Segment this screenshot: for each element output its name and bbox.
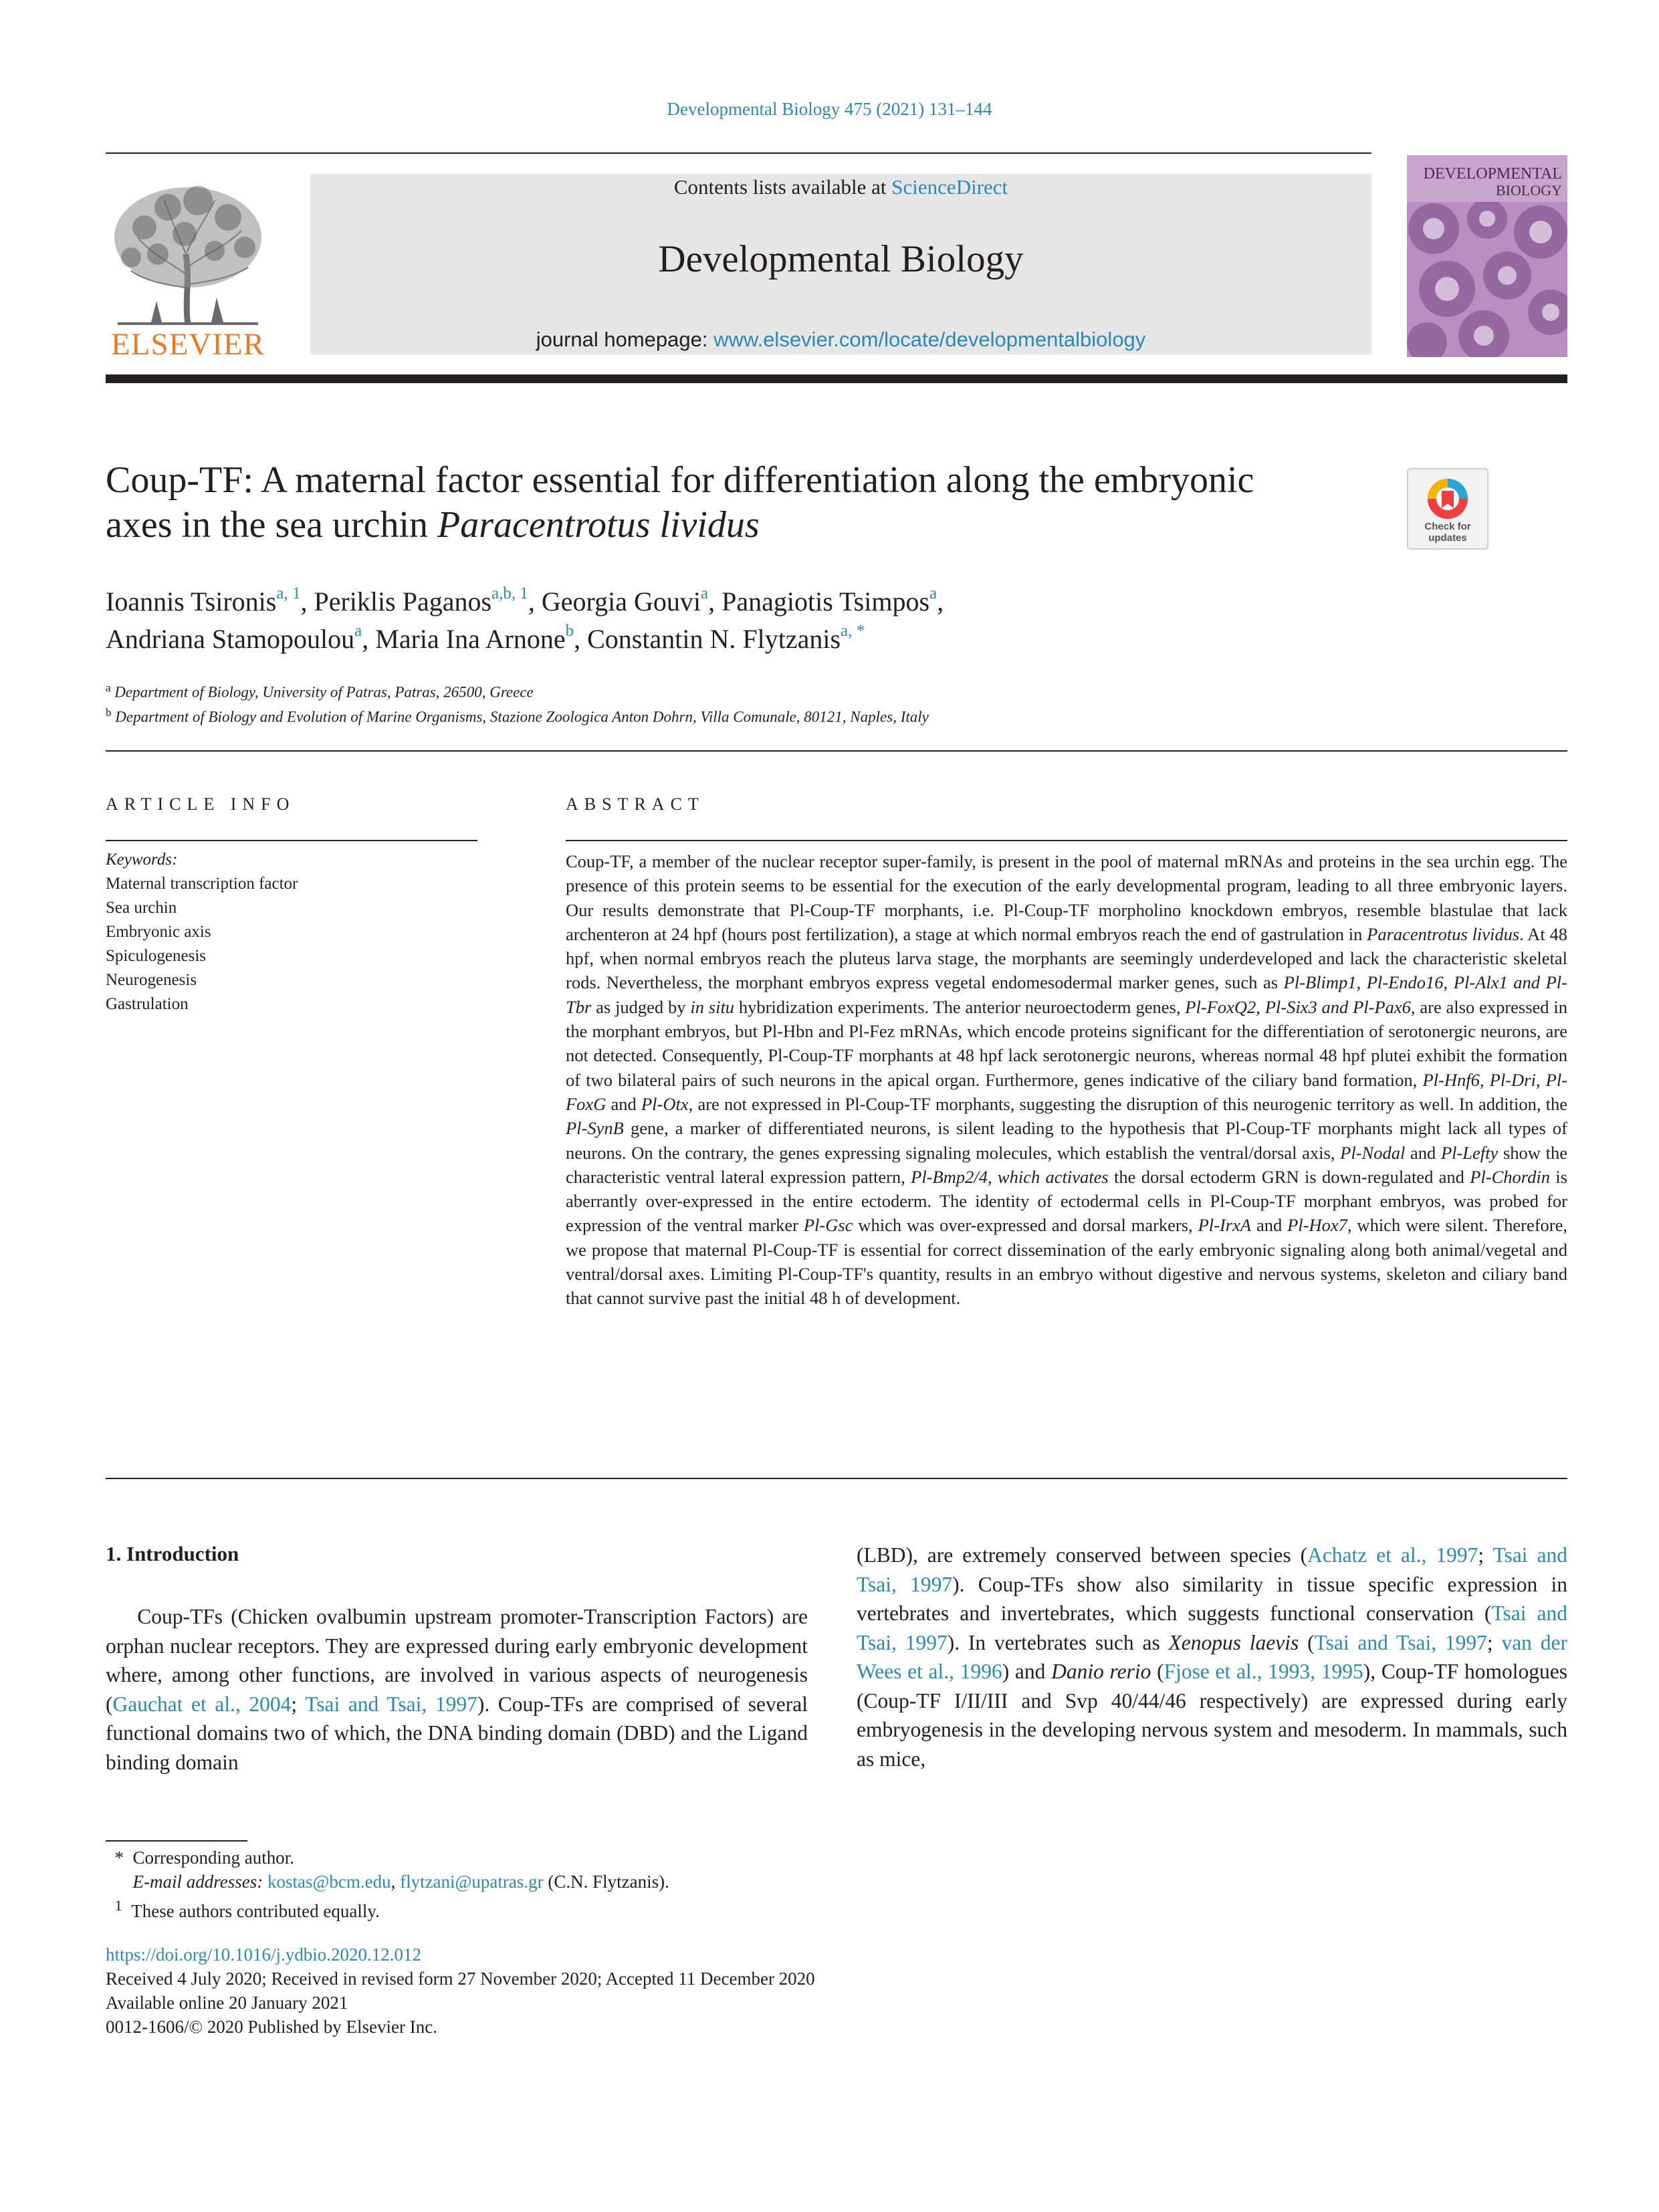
- affiliation-rule: [106, 750, 1567, 752]
- copyright: 0012-1606/© 2020 Published by Elsevier Inc.: [106, 2017, 437, 2037]
- footnote-text: These authors contributed equally.: [131, 1901, 380, 1921]
- abstract-text: are also expressed in the morphant embryos, but Pl-Hbn and Pl-Fez mRNAs, which encode proteins significant for the differentiation of serotonergic neurons, are not detected. Consequently, Pl-Coup-TF morphants at 48 hpf lack serotonergic neurons, whereas normal 48 hpf plutei exhibit the formation of two bilateral pairs of such neurons in the apical organ. Furthermore, genes indicative of the ciliary band formation,: [566, 996, 1567, 1090]
- available-online: Available online 20 January 2021: [106, 1993, 348, 2013]
- abstract-rule: [566, 840, 1567, 841]
- contents-prefix: Contents lists available at: [673, 175, 892, 199]
- footnote-rule: [106, 1840, 247, 1842]
- cover-title-line2: BIOLOGY: [1496, 182, 1562, 199]
- body-text: ;: [291, 1692, 306, 1716]
- author[interactable]: Andriana Stamopoulou: [106, 624, 355, 654]
- body-text: ). In vertebrates such as: [947, 1630, 1169, 1654]
- author[interactable]: Panagiotis Tsimpos: [722, 586, 930, 617]
- citation-link[interactable]: Achatz et al., 1997: [1307, 1543, 1478, 1567]
- equal-contribution-note: [106, 1894, 1042, 1923]
- author-affiliation-mark[interactable]: a: [354, 622, 362, 640]
- body-text: ;: [1486, 1630, 1502, 1654]
- homepage-line: [310, 328, 1371, 352]
- body-text: Coup-TFs (Chicken ovalbumin upstream promoter-Transcription Factors) are orphan nuclear receptors. They are expressed during early embryonic development where, among other functions, are involved in various aspects of neurogenesis (: [106, 1605, 808, 1716]
- crossmark-text-1: Check for: [1424, 521, 1471, 532]
- affiliation-a: [106, 679, 1510, 704]
- abstract-italic: Pl-Hox7: [1287, 1215, 1347, 1236]
- citation-link[interactable]: van der Wees et al., 1996: [857, 1630, 1567, 1683]
- affiliation-text: Department of Biology, University of Patras, Patras, 26500, Greece: [114, 683, 534, 701]
- contents-line: [310, 175, 1371, 199]
- footnote-mark: *: [114, 1848, 124, 1868]
- keyword[interactable]: Maternal transcription factor: [106, 875, 298, 893]
- abstract-text: is aberrantly over-expressed in the entire ectoderm. The identity of ectodermal cells in Pl-Coup-TF morphant embryos, was probed for expression of the ventral marker: [566, 1166, 1567, 1236]
- footnotes: [106, 1846, 1042, 1923]
- email-suffix: (C.N. Flytzanis).: [543, 1872, 669, 1892]
- keyword[interactable]: Neurogenesis: [106, 971, 197, 989]
- abstract-italic: Pl-IrxA: [1198, 1215, 1252, 1236]
- affiliations: [106, 679, 1510, 730]
- affiliation-b: [106, 704, 1510, 729]
- abstract-italic: Pl-Hnf6, Pl-Dri, Pl-FoxG: [566, 1069, 1568, 1114]
- affiliation-mark: a: [106, 681, 111, 694]
- introduction-heading: 1. Introduction: [106, 1542, 239, 1565]
- abstract-text: the dorsal ectoderm GRN is down-regulated and: [1108, 1166, 1470, 1187]
- citation-link[interactable]: Tsai and Tsai, 1997: [857, 1543, 1567, 1596]
- author[interactable]: Maria Ina Arnone: [375, 624, 566, 654]
- corresponding-author-note: [106, 1846, 1042, 1870]
- email-link[interactable]: kostas@bcm.edu: [267, 1872, 391, 1892]
- header-top-rule: [106, 152, 1371, 154]
- received-dates: Received 4 July 2020; Received in revised form 27 November 2020; Accepted 11 December 2020: [106, 1969, 815, 1989]
- publication-info: [106, 1943, 1176, 2039]
- citation-link[interactable]: Tsai and Tsai, 1997: [1314, 1630, 1487, 1654]
- abstract-italic: Pl-Lefty: [1440, 1142, 1499, 1163]
- abstract-text: . At 48 hpf, when normal embryos reach the pluteus larva stage, the morphants are seemingly underdeveloped and lack the characteristic skeletal rods. Nevertheless, the morphant embryos express vegetal endomesodermal marker genes, such as: [566, 923, 1567, 993]
- abstract-body: [566, 849, 1567, 1311]
- keywords-label: Keywords:: [106, 851, 178, 869]
- title-line-2: axes in the sea urchin: [106, 504, 438, 546]
- body-text: (LBD), are extremely conserved between species (: [857, 1543, 1308, 1567]
- abstract-italic: Pl-Bmp2/4, which activates: [911, 1166, 1109, 1187]
- author-affiliation-mark[interactable]: a, *: [841, 622, 865, 640]
- homepage-prefix: journal homepage:: [536, 328, 714, 351]
- email-link[interactable]: flytzani@upatras.gr: [400, 1872, 544, 1892]
- abstract-text: , are not expressed in Pl-Coup-TF morphants, suggesting the disruption of this neurogenic territory as well. In addition, the: [688, 1093, 1568, 1114]
- body-text: ;: [1478, 1543, 1493, 1567]
- journal-reference[interactable]: Developmental Biology 475 (2021) 131–144: [667, 99, 992, 119]
- author-affiliation-mark[interactable]: a: [700, 584, 709, 602]
- abstract-italic: Pl-SynB: [566, 1118, 624, 1139]
- sciencedirect-link[interactable]: ScienceDirect: [891, 175, 1008, 199]
- abstract-italic: Pl-FoxQ2, Pl-Six3 and Pl-Pax6,: [1185, 996, 1416, 1017]
- body-text: (: [1299, 1630, 1315, 1654]
- abstract-italic: Paracentrotus lividus: [1367, 923, 1520, 944]
- abstract-text: which was over-expressed and dorsal markers,: [853, 1215, 1198, 1236]
- species-name: Xenopus laevis: [1168, 1630, 1299, 1654]
- body-text: ), Coup-TF homologues (Coup-TF I/II/III and Svp 40/44/46 respectively) are expressed during early embryogenesis in the developing nervous system and mesoderm. In mammals, such as mice,: [857, 1660, 1567, 1771]
- abstract-text: and: [1251, 1215, 1288, 1236]
- author-separator: ,: [937, 586, 944, 617]
- author[interactable]: Ioannis Tsironis: [106, 586, 277, 617]
- species-name: Danio rerio: [1051, 1660, 1151, 1683]
- journal-cover-image[interactable]: [1407, 155, 1567, 357]
- keywords-block: [106, 848, 477, 1016]
- author-affiliation-mark[interactable]: a, 1: [276, 584, 301, 602]
- author[interactable]: Periklis Paganos: [314, 586, 492, 617]
- elsevier-wordmark: ELSEVIER: [111, 327, 265, 362]
- author-list: [106, 583, 1410, 658]
- abstract-text: and: [1405, 1142, 1441, 1163]
- abstract-italic: Pl-Chordin: [1470, 1166, 1550, 1187]
- crossmark-text-2: updates: [1428, 532, 1467, 544]
- abstract-text: hybridization experiments. The anterior neuroectoderm genes,: [734, 996, 1186, 1017]
- body-text: (: [1151, 1660, 1164, 1683]
- introduction-column-left: [106, 1602, 808, 1777]
- check-for-updates-icon[interactable]: [1407, 468, 1488, 550]
- abstract-text: , which were silent. Therefore, we propose that maternal Pl-Coup-TF is essential for correct dissemination of the early embryonic signaling along both animal/vegetal and ventral/dorsal axes. Limiting Pl-Coup-TF's quantity, results in an embryo without digestive and nervous systems, skeleton and ciliary band that cannot survive past the initial 48 h of development.: [566, 1215, 1567, 1309]
- abstract-italic: in situ: [690, 996, 735, 1017]
- author-separator: ,: [300, 586, 314, 617]
- author-separator: ,: [528, 586, 542, 617]
- author-separator: ,: [708, 586, 722, 617]
- article-title: [106, 458, 1376, 548]
- cover-title-line1: DEVELOPMENTAL: [1423, 165, 1562, 183]
- body-text: ) and: [1002, 1660, 1052, 1683]
- abstract-heading: ABSTRACT: [566, 794, 705, 814]
- article-info-heading: ARTICLE INFO: [106, 794, 296, 814]
- abstract-text: gene, a marker of differentiated neurons, is silent leading to the hypothesis that Pl-Coup-TF morphants might lack all types of neurons. On the contrary, the genes expressing signaling molecules, which establish the ventral/dorsal axis,: [566, 1118, 1567, 1163]
- citation-link[interactable]: Tsai and Tsai, 1997: [305, 1692, 477, 1716]
- article-info-rule: [106, 840, 477, 841]
- journal-title: Developmental Biology: [658, 238, 1024, 280]
- affiliation-text: Department of Biology and Evolution of Marine Organisms, Stazione Zoologica Anton Dohrn, Villa Comunale, 80121, Naples, Italy: [115, 708, 929, 726]
- doi-link[interactable]: https://doi.org/10.1016/j.ydbio.2020.12.012: [106, 1945, 422, 1965]
- citation-link[interactable]: Gauchat et al., 2004: [112, 1692, 292, 1716]
- footnote-mark: 1: [114, 1897, 122, 1914]
- email-label: E-mail addresses:: [132, 1872, 267, 1892]
- abstract-text: show the characteristic ventral lateral expression pattern,: [566, 1142, 1567, 1187]
- footnote-text: Corresponding author.: [132, 1848, 294, 1868]
- author[interactable]: Constantin N. Flytzanis: [587, 624, 841, 654]
- citation-link[interactable]: Tsai and Tsai, 1997: [857, 1601, 1568, 1654]
- keyword[interactable]: Sea urchin: [106, 899, 177, 917]
- homepage-link[interactable]: www.elsevier.com/locate/developmentalbiology: [713, 328, 1146, 351]
- author-separator: ,: [574, 624, 588, 654]
- abstract-italic: Pl-Blimp1, Pl-Endo16, Pl-Alx1 and Pl-Tbr: [566, 972, 1567, 1017]
- title-line-1: Coup-TF: A maternal factor essential for differentiation along the embryonic: [106, 459, 1254, 501]
- body-text: ). Coup-TFs are comprised of several functional domains two of which, the DNA binding domain (DBD) and the Ligand binding domain: [106, 1692, 808, 1774]
- author-affiliation-mark[interactable]: b: [565, 622, 574, 640]
- abstract-italic: Pl-Gsc: [803, 1215, 853, 1236]
- keyword[interactable]: Gastrulation: [106, 995, 189, 1013]
- keyword[interactable]: Embryonic axis: [106, 923, 211, 941]
- body-text: ). Coup-TFs show also similarity in tissue specific expression in vertebrates and invertebrates, which suggests functional conservation (: [857, 1572, 1567, 1625]
- header-thick-rule: [106, 374, 1567, 383]
- email-separator: ,: [391, 1872, 401, 1892]
- author-affiliation-mark[interactable]: a,b, 1: [491, 584, 528, 602]
- abstract-italic: Pl-Nodal: [1340, 1142, 1406, 1163]
- introduction-column-right: [857, 1541, 1567, 1773]
- abstract-text: as judged by: [591, 996, 691, 1017]
- email-note: [106, 1870, 1042, 1894]
- abstract-bottom-rule: [106, 1478, 1567, 1479]
- citation-link[interactable]: Fjose et al., 1993, 1995: [1164, 1660, 1363, 1683]
- author-affiliation-mark[interactable]: a: [929, 584, 937, 602]
- abstract-italic: Pl-Otx: [641, 1093, 689, 1114]
- keyword[interactable]: Spiculogenesis: [106, 947, 206, 965]
- affiliation-mark: b: [106, 706, 112, 720]
- title-species: Paracentrotus lividus: [437, 504, 760, 546]
- abstract-text: and: [606, 1093, 641, 1114]
- author-separator: ,: [362, 624, 376, 654]
- abstract-text: Coup-TF, a member of the nuclear receptor super-family, is present in the pool of maternal mRNAs and proteins in the sea urchin egg. The presence of this protein seems to be essential for the execution of the early developmental program, leading to all three embryonic layers. Our results demonstrate that Pl-Coup-TF morphants, i.e. Pl-Coup-TF morpholino knockdown embryos, resemble blastulae that lack archenteron at 24 hpf (hours post fertilization), a stage at which normal embryos reach the end of gastrulation in: [566, 851, 1567, 944]
- author[interactable]: Georgia Gouvi: [541, 586, 701, 617]
